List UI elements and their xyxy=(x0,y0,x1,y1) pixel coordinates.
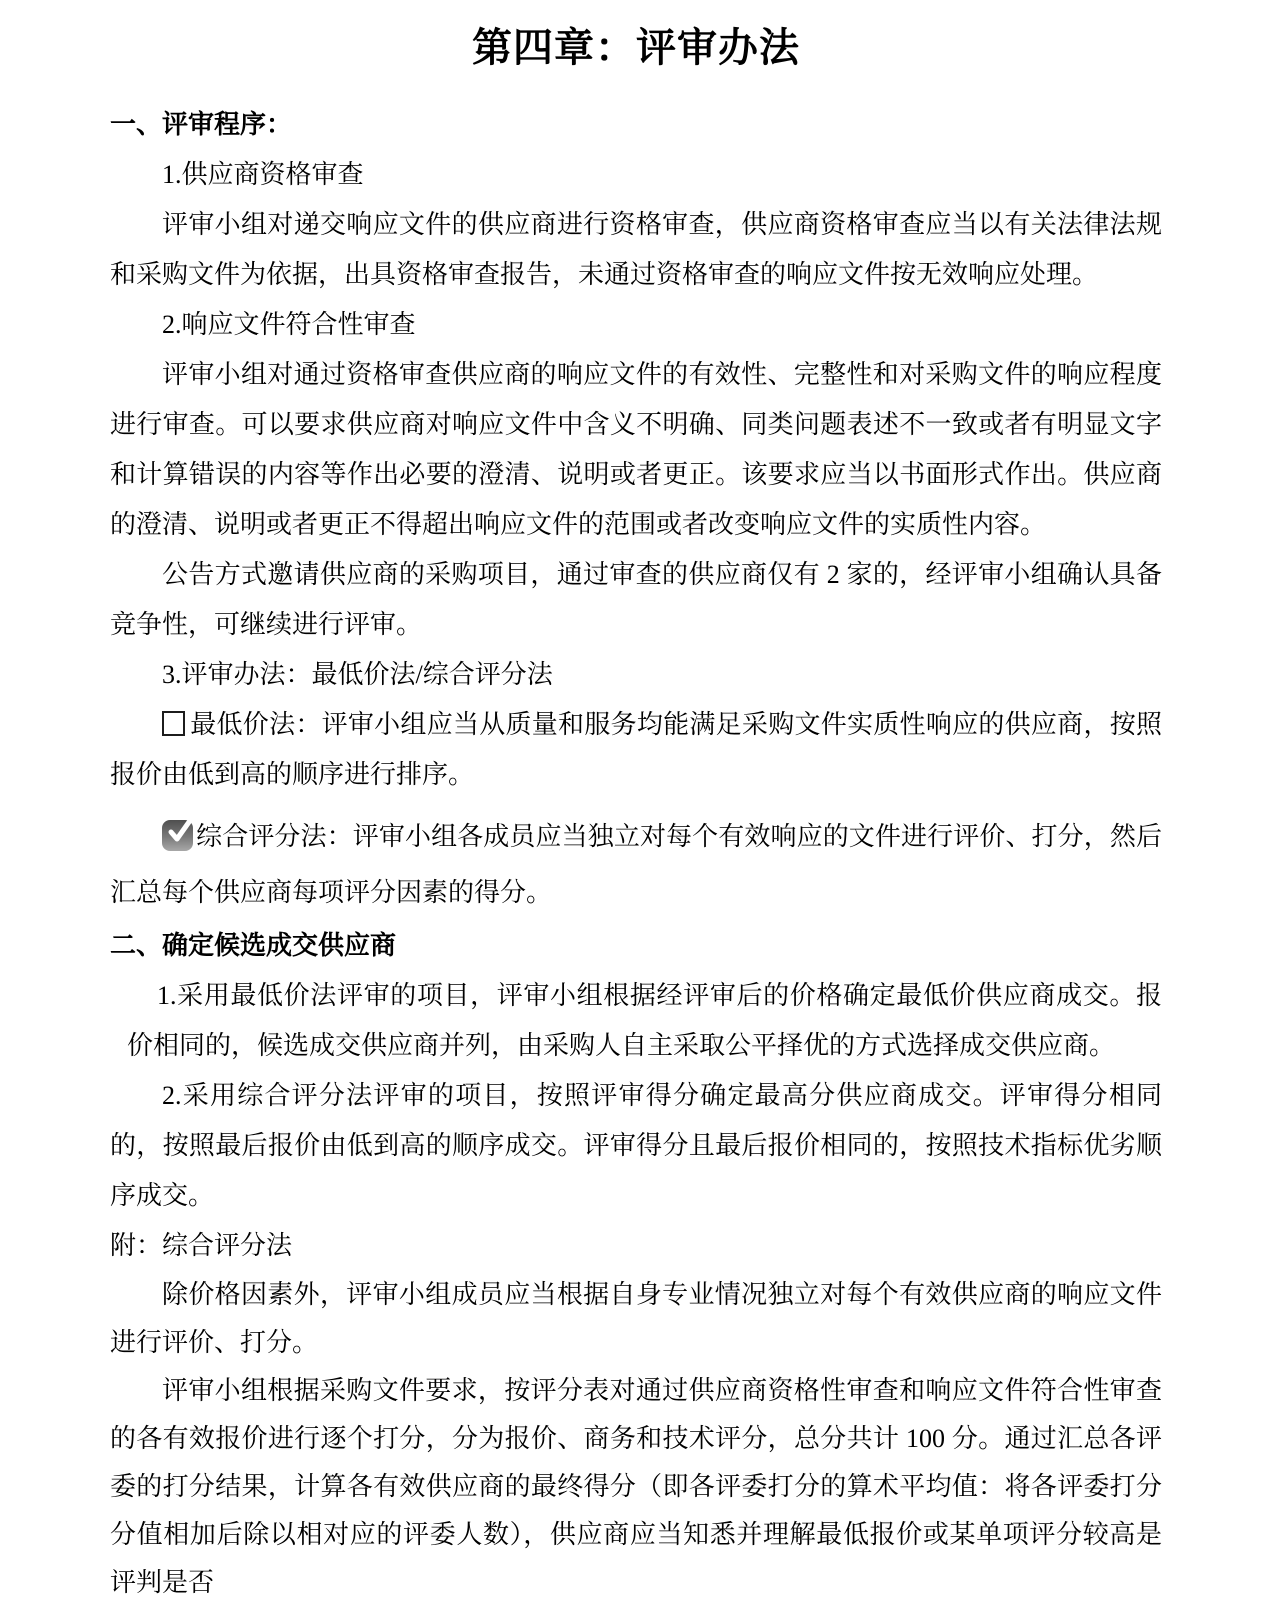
unchecked-checkbox-icon[interactable] xyxy=(162,711,185,736)
section-1-heading: 一、评审程序： xyxy=(110,110,293,139)
appendix-independent-scoring-paragraph: 除价格因素外，评审小组成员应当根据自身专业情况独立对每个有效供应商的响应文件进行评价、打分。 xyxy=(110,1280,1162,1357)
appendix-scoring-rule-paragraph: 评审小组根据采购文件要求，按评分表对通过供应商资格性审查和响应文件符合性审查的各有效报价进行逐个打分，分为报价、商务和技术评分，总分共计 100 分。通过汇总各评委的打分结果，计算各有效供应商的最终得分（即各评委打分的算术平均值：将各评委打分分值相加后除以相对应的评委人数），供应商应当知悉并理解最低报价或某单项评分较高是评判是否 xyxy=(110,1376,1162,1597)
appendix-heading: 附：综合评分法 xyxy=(110,1231,293,1260)
page-title: 第四章：评审办法 xyxy=(472,25,800,70)
option-lowest-price-method xyxy=(110,700,1162,800)
supplier-qualification-review-paragraph: 评审小组对递交响应文件的供应商进行资格审查，供应商资格审查应当以有关法律法规和采购文件为依据，出具资格审查报告，未通过资格审查的响应文件按无效响应处理。 xyxy=(110,210,1162,289)
evaluation-method-subhead: 3.评审办法：最低价法/综合评分法 xyxy=(162,660,553,689)
checked-checkbox-icon[interactable] xyxy=(162,820,193,851)
response-file-conformity-review-paragraph: 评审小组对通过资格审查供应商的响应文件的有效性、完整性和对采购文件的响应程度进行审查。可以要求供应商对响应文件中含义不明确、同类问题表述不一致或者有明显文字和计算错误的内容等作出必要的澄清、说明或者更正。该要求应当以书面形式作出。供应商的澄清、说明或者更正不得超出响应文件的范围或者改变响应文件的实质性内容。 xyxy=(110,360,1162,539)
two-supplier-competitiveness-paragraph: 公告方式邀请供应商的采购项目，通过审查的供应商仅有 2 家的，经评审小组确认具备竞争性，可继续进行评审。 xyxy=(110,560,1162,639)
lowest-price-award-paragraph: 1.采用最低价法评审的项目，评审小组根据经评审后的价格确定最低价供应商成交。报价相同的，候选成交供应商并列，由采购人自主采取公平择优的方式选择成交供应商。 xyxy=(127,981,1162,1060)
option-comprehensive-scoring-text: 综合评分法：评审小组各成员应当独立对每个有效响应的文件进行评价、打分，然后汇总每个供应商每项评分因素的得分。 xyxy=(110,822,1162,907)
comprehensive-score-award-paragraph: 2.采用综合评分法评审的项目，按照评审得分确定最高分供应商成交。评审得分相同的，按照最后报价由低到高的顺序成交。评审得分且最后报价相同的，按照技术指标优劣顺序成交。 xyxy=(110,1081,1162,1210)
option-lowest-price-text: 最低价法：评审小组应当从质量和服务均能满足采购文件实质性响应的供应商，按照报价由低到高的顺序进行排序。 xyxy=(110,710,1162,789)
section-2-heading: 二、确定候选成交供应商 xyxy=(110,931,397,960)
supplier-qualification-review-subhead: 1.供应商资格审查 xyxy=(162,160,364,189)
response-file-conformity-review-subhead: 2.响应文件符合性审查 xyxy=(162,310,416,339)
option-comprehensive-scoring-method xyxy=(110,809,1162,921)
